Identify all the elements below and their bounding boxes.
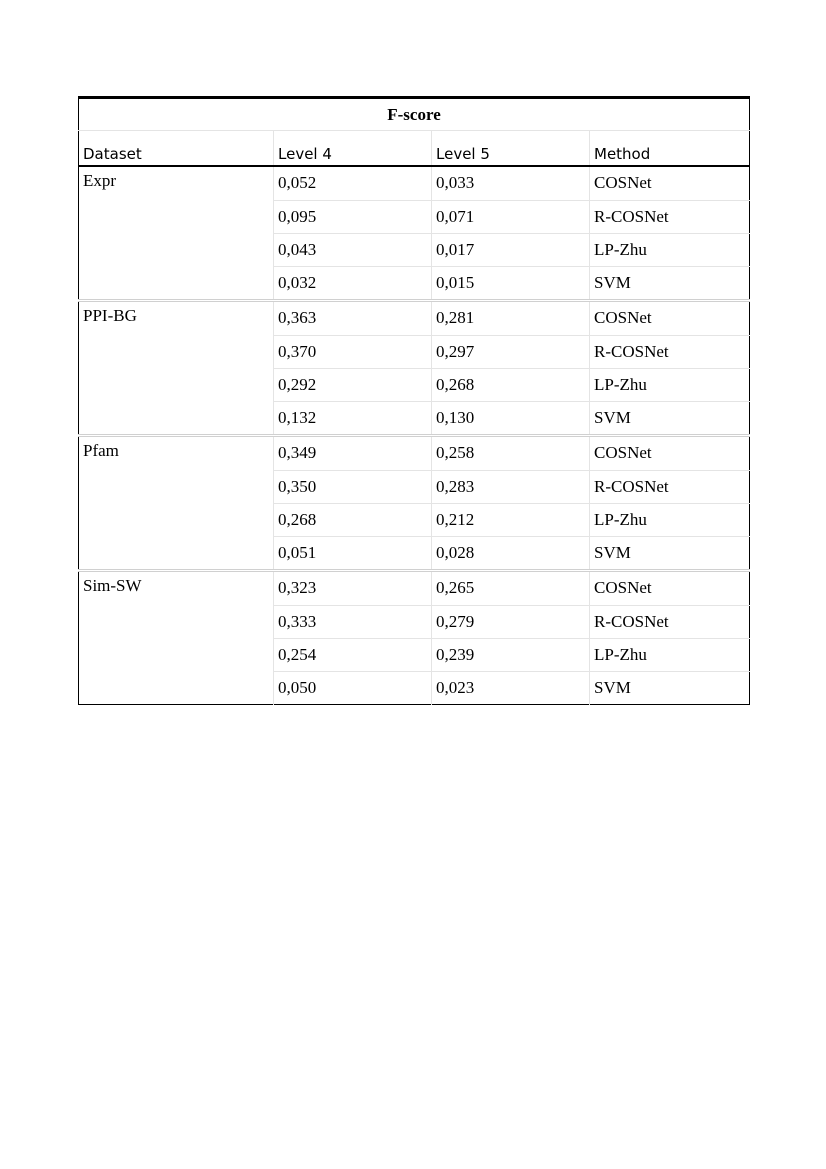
method-cell: SVM: [590, 266, 750, 301]
table-row: [79, 470, 750, 503]
level4-cell: 0,349: [274, 436, 432, 471]
dataset-cell: [79, 401, 274, 436]
level5-cell: 0,028: [432, 536, 590, 571]
table-row: [79, 436, 750, 471]
level5-cell: 0,017: [432, 233, 590, 266]
level4-cell: 0,363: [274, 301, 432, 336]
method-cell: R-COSNet: [590, 335, 750, 368]
table-row: [79, 671, 750, 705]
level5-cell: 0,015: [432, 266, 590, 301]
level4-cell: 0,254: [274, 638, 432, 671]
dataset-cell: Expr: [83, 171, 117, 190]
method-cell: R-COSNet: [590, 605, 750, 638]
level4-cell: 0,333: [274, 605, 432, 638]
table-row: [79, 401, 750, 436]
level4-cell: 0,292: [274, 368, 432, 401]
table-row: [79, 571, 750, 606]
level5-cell: 0,258: [432, 436, 590, 471]
level4-cell: 0,132: [274, 401, 432, 436]
method-cell: LP-Zhu: [590, 368, 750, 401]
method-cell: LP-Zhu: [590, 638, 750, 671]
table-row: [79, 503, 750, 536]
table-header-row: [79, 131, 750, 167]
method-cell: COSNet: [590, 436, 750, 471]
dataset-cell: [79, 536, 274, 571]
level5-cell: 0,033: [432, 166, 590, 200]
dataset-cell: [79, 470, 274, 503]
dataset-cell: [79, 638, 274, 671]
fscore-table: [78, 96, 750, 705]
level5-cell: 0,212: [432, 503, 590, 536]
method-cell: LP-Zhu: [590, 503, 750, 536]
level5-cell: 0,268: [432, 368, 590, 401]
header-method: Method: [590, 131, 750, 167]
level5-cell: 0,279: [432, 605, 590, 638]
method-cell: COSNet: [590, 166, 750, 200]
method-cell: R-COSNet: [590, 470, 750, 503]
table-row: [79, 200, 750, 233]
header-dataset: Dataset: [79, 131, 274, 167]
level4-cell: 0,370: [274, 335, 432, 368]
table-row: [79, 368, 750, 401]
level4-cell: 0,043: [274, 233, 432, 266]
level4-cell: 0,051: [274, 536, 432, 571]
dataset-cell: [79, 368, 274, 401]
level5-cell: 0,239: [432, 638, 590, 671]
table-row: [79, 166, 750, 200]
table-row: [79, 536, 750, 571]
table-title-row: [79, 98, 750, 131]
table-row: [79, 638, 750, 671]
dataset-cell: [79, 605, 274, 638]
method-cell: LP-Zhu: [590, 233, 750, 266]
level4-cell: 0,268: [274, 503, 432, 536]
level4-cell: 0,052: [274, 166, 432, 200]
method-cell: COSNet: [590, 301, 750, 336]
level5-cell: 0,265: [432, 571, 590, 606]
method-cell: SVM: [590, 671, 750, 705]
table-row: [79, 301, 750, 336]
method-cell: COSNet: [590, 571, 750, 606]
level4-cell: 0,323: [274, 571, 432, 606]
dataset-cell: [79, 266, 274, 301]
table-title: F-score: [79, 98, 750, 131]
dataset-cell: PPI-BG: [79, 301, 274, 336]
dataset-cell: [79, 335, 274, 368]
table-row: [79, 605, 750, 638]
method-cell: SVM: [590, 401, 750, 436]
level4-cell: 0,350: [274, 470, 432, 503]
method-cell: SVM: [590, 536, 750, 571]
level4-cell: 0,050: [274, 671, 432, 705]
level5-cell: 0,023: [432, 671, 590, 705]
dataset-cell: [79, 671, 274, 705]
dataset-cell: Sim-SW: [79, 571, 274, 606]
level5-cell: 0,297: [432, 335, 590, 368]
level5-cell: 0,281: [432, 301, 590, 336]
table-row: [79, 266, 750, 301]
level5-cell: 0,283: [432, 470, 590, 503]
level4-cell: 0,032: [274, 266, 432, 301]
table-row: [79, 233, 750, 266]
level5-cell: 0,130: [432, 401, 590, 436]
dataset-cell: [79, 233, 274, 266]
level4-cell: 0,095: [274, 200, 432, 233]
dataset-cell: [79, 200, 274, 233]
dataset-cell: Pfam: [79, 436, 274, 471]
header-level5: Level 5: [432, 131, 590, 167]
method-cell: R-COSNet: [590, 200, 750, 233]
level5-cell: 0,071: [432, 200, 590, 233]
table-row: [79, 335, 750, 368]
header-level4: Level 4: [274, 131, 432, 167]
dataset-cell: [79, 503, 274, 536]
